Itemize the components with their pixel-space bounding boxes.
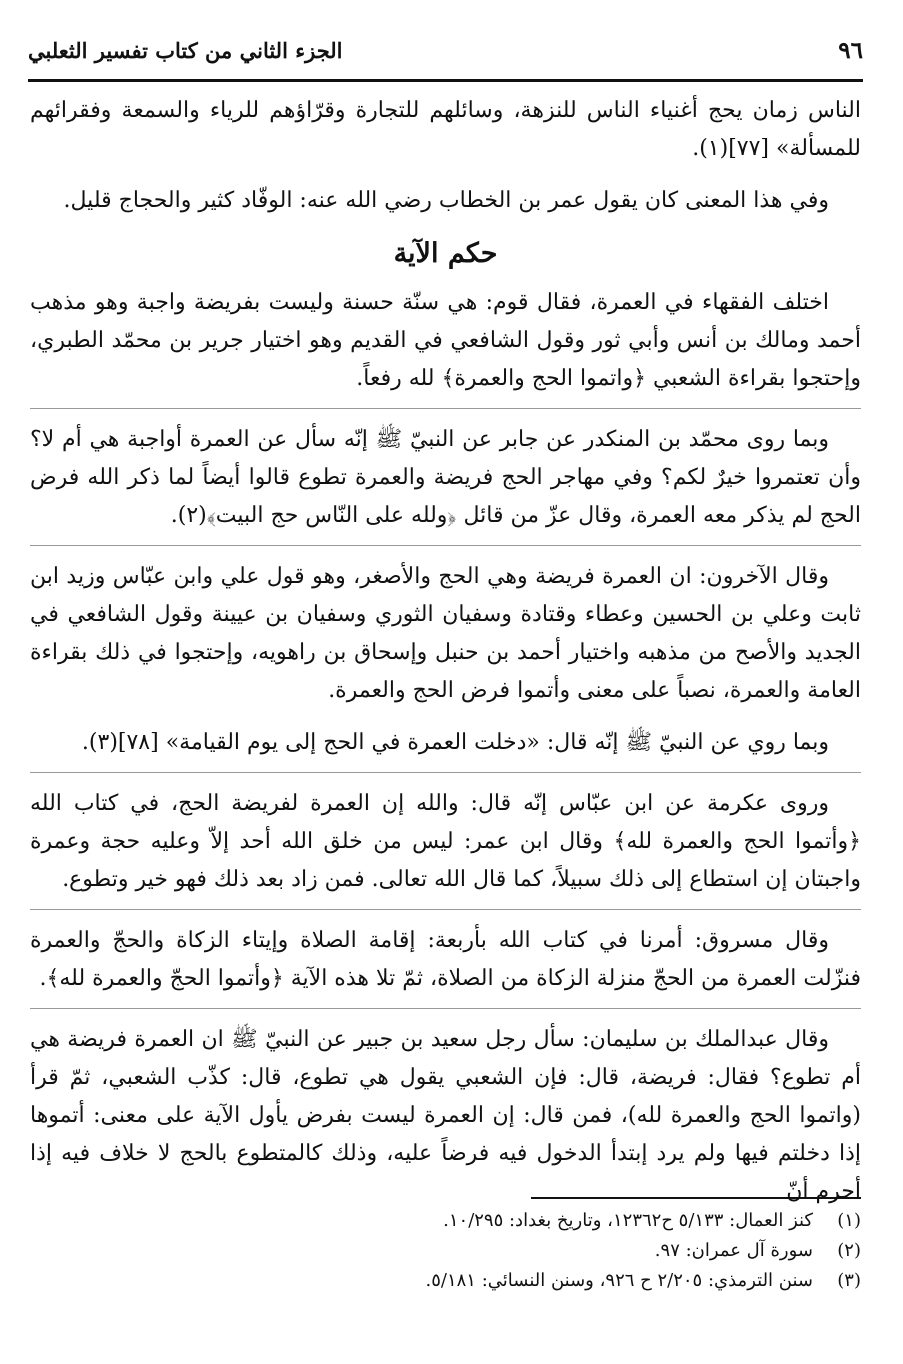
footnote-number: (٢) [837, 1240, 861, 1261]
page-header [28, 30, 863, 70]
paragraph: وروى عكرمة عن ابن عبّاس إنّه قال: والله إن العمرة لفريضة الحج، في كتاب الله ﴿وأتموا الحج والعمرة لله﴾ وقال ابن عمر: ليس من خلق الله أحد إلاّ وعليه حجة وعمرة واجبتان إن استطاع إلى ذلك سبيلاً، كما قال الله تعالى. فمن زاد بعد ذلك فهو خير وتطوع. [30, 785, 861, 910]
paragraph: الناس زمان يحج أغنياء الناس للنزهة، وسائلهم للتجارة وقرّاؤهم للرياء والسمعة وفقرائهم للمسألة» [٧٧](١). [30, 98, 861, 161]
footnotes [30, 1206, 861, 1296]
footnote-text: سنن الترمذي: ٢/٢٠٥ ح ٩٢٦، وسنن النسائي: ٥/١٨١. [425, 1270, 813, 1291]
footnote-text: كنز العمال: ٥/١٣٣ ح١٢٣٦٢، وتاريخ بغداد: ١٠/٢٩٥. [443, 1210, 813, 1231]
footnote-text: سورة آل عمران: ٩٧. [654, 1240, 813, 1261]
footnote-item [30, 1236, 861, 1266]
section-heading: حكم الآية [393, 238, 498, 269]
running-title: الجزء الثاني من كتاب تفسير الثعلبي [28, 37, 343, 63]
main-text [30, 92, 861, 1225]
page-number: ٩٦ [838, 36, 863, 64]
header-divider [28, 79, 863, 82]
paragraph: وقال الآخرون: ان العمرة فريضة وهي الحج والأصغر، وهو قول علي وابن عبّاس وزيد ابن ثابت وعلي بن الحسين وعطاء وقتادة وسفيان الثوري وسفيان بن عيينة وقول الشافعي في الجديد والأصح من مذهبه واختيار أحمد بن حنبل وإسحاق بن راهويه، وإحتجوا في ذلك بقراءة العامة والعمرة، نصباً على معنى وأتموا فرض الحج والعمرة. [30, 564, 862, 703]
footnote-item [30, 1206, 861, 1236]
footnote-number: (١) [837, 1210, 861, 1231]
footnote-divider [531, 1197, 861, 1199]
paragraph: وقال مسروق: أمرنا في كتاب الله بأربعة: إقامة الصلاة وإيتاء الزكاة والحجّ والعمرة فنزّلت العمرة من الحجّ منزلة الزكاة من الصلاة، ثمّ تلا هذه الآية ﴿وأتموا الحجّ والعمرة لله﴾. [30, 922, 861, 1009]
paragraph: اختلف الفقهاء في العمرة، فقال قوم: هي سنّة حسنة وليست بفريضة واجبة وهو مذهب أحمد ومالك بن أنس وأبي ثور وقول الشافعي في القديم وهو اختيار جرير بن محمّد الطبري، وإحتجوا بقراءة الشعبي ﴿واتموا الحج والعمرة﴾ لله رفعاً. [30, 284, 861, 409]
paragraph: وبما روي عن النبيّ ﷺ إنّه قال: «دخلت العمرة في الحج إلى يوم القيامة» [٧٨](٣). [30, 724, 861, 773]
footnote-number: (٣) [837, 1270, 861, 1291]
paragraph: وقال عبدالملك بن سليمان: سأل رجل سعيد بن جبير عن النبيّ ﷺ ان العمرة فريضة هي أم تطوع؟ فقال: فريضة، قال: فإن الشعبي يقول هي تطوع، قال: كذّب الشعبي، ثمّ قرأ (واتموا الحج والعمرة لله)، فمن قال: إن العمرة ليست بفرض يأول الآية على معنى: أتموها إذا دخلتم فيها ولم يرد إبتدأ الدخول فيه فرضاً عليه، وذلك كالمتطوع بالحج لا خلاف فيه إذا أحرم أنّ [30, 1027, 861, 1204]
paragraph: وفي هذا المعنى كان يقول عمر بن الخطاب رضي الله عنه: الوفّاد كثير والحجاج قليل. [63, 188, 829, 213]
paragraph: وبما روى محمّد بن المنكدر عن جابر عن النبيّ ﷺ إنّه سأل عن العمرة أواجبة هي أم لا؟ وأن تعتمروا خيرٌ لكم؟ وفي مهاجر الحج فريضة والعمرة تطوع قالوا أيضاً لما ذكر الله فرض الحج لم يذكر معه العمرة، وقال عزّ من قائل ﴿ولله على النّاس حج البيت﴾(٢). [30, 421, 861, 546]
footnote-item [30, 1266, 861, 1296]
